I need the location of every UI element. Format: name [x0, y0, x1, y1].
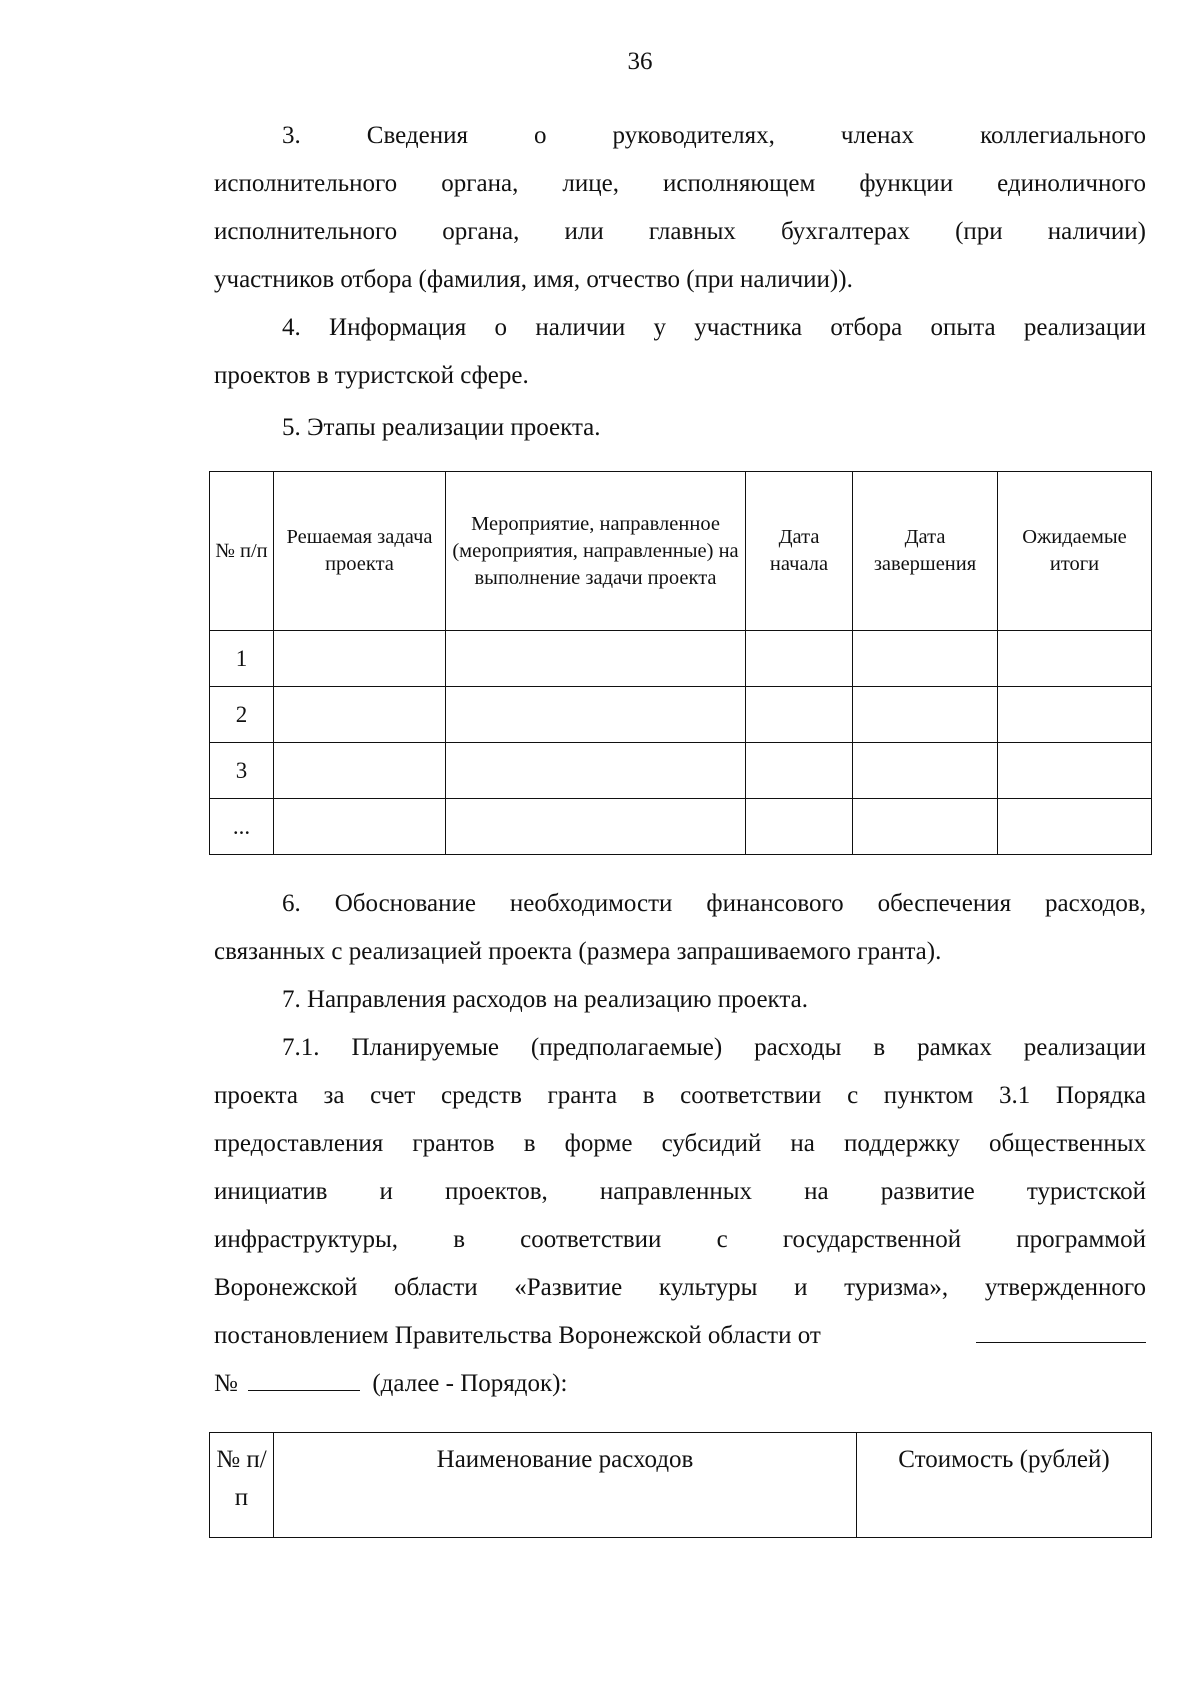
section-7-1-line-1: 7.1. Планируемые (предполагаемые) расходы в рамках реализации [282, 1034, 1146, 1061]
row-number: ... [210, 799, 274, 855]
stages-header-start-date: Дата начала [746, 472, 853, 631]
section-7-1-line-2: проекта за счет средств гранта в соответствии с пунктом 3.1 Порядка [214, 1082, 1146, 1109]
stages-header-activity: Мероприятие, направленное (мероприятия, направленные) на выполнение задачи проекта [446, 472, 746, 631]
section-7-1-line-6: Воронежской области «Развитие культуры и туризма», утвержденного [214, 1274, 1146, 1301]
stages-table-header-row [210, 472, 1152, 631]
section-3-paragraph [214, 112, 1146, 304]
section-4-paragraph [214, 304, 1146, 400]
section-6-line-2: связанных с реализацией проекта (размера запрашиваемого гранта). [214, 938, 942, 965]
table-cell [446, 631, 746, 687]
expenses-table-header-row [210, 1433, 1152, 1538]
table-cell [274, 687, 446, 743]
stages-header-task: Решаемая задача проекта [274, 472, 446, 631]
section-3-line-3: исполнительного органа, или главных бухгалтерах (при наличии) [214, 218, 1146, 245]
section-7-1-line-7-text: постановлением Правительства Воронежской области от [214, 1322, 821, 1349]
section-7-1-line-4: инициатив и проектов, направленных на развитие туристской [214, 1178, 1146, 1205]
table-cell [746, 631, 853, 687]
table-cell [746, 687, 853, 743]
expenses-table [209, 1432, 1152, 1538]
table-cell [446, 743, 746, 799]
table-cell [853, 743, 998, 799]
table-cell [853, 799, 998, 855]
number-blank-field[interactable] [248, 1370, 360, 1391]
table-row [210, 743, 1152, 799]
section-3-line-2: исполнительного органа, лице, исполняющем функции единоличного [214, 170, 1146, 197]
stages-header-end-date: Дата завершения [853, 472, 998, 631]
section-7-heading: 7. Направления расходов на реализацию проекта. [282, 986, 808, 1013]
table-cell [853, 687, 998, 743]
row-number: 1 [210, 631, 274, 687]
table-cell [746, 799, 853, 855]
section-5-heading: 5. Этапы реализации проекта. [282, 414, 601, 441]
table-cell [998, 687, 1152, 743]
row-number: 3 [210, 743, 274, 799]
section-7-1-tail: (далее - Порядок): [372, 1370, 568, 1397]
table-cell [746, 743, 853, 799]
section-6-line-1: 6. Обоснование необходимости финансового обеспечения расходов, [282, 890, 1146, 917]
date-blank-field[interactable] [976, 1322, 1146, 1343]
table-cell [998, 743, 1152, 799]
table-cell [446, 687, 746, 743]
table-cell [853, 631, 998, 687]
number-sign: № [214, 1370, 238, 1397]
expenses-header-number: № п/п [210, 1433, 274, 1538]
section-3-line-4: участников отбора (фамилия, имя, отчество (при наличии)). [214, 266, 853, 293]
table-cell [274, 631, 446, 687]
table-cell [998, 799, 1152, 855]
section-4-line-1: 4. Информация о наличии у участника отбора опыта реализации [282, 314, 1146, 341]
page-number: 36 [627, 48, 653, 75]
stages-table [209, 471, 1152, 855]
expenses-header-cost: Стоимость (рублей) [857, 1433, 1152, 1538]
section-3-line-1: 3. Сведения о руководителях, членах коллегиального [282, 122, 1146, 149]
stages-header-number: № п/п [210, 472, 274, 631]
section-7-1-line-8 [214, 1360, 1146, 1408]
table-cell [446, 799, 746, 855]
section-7-1-line-7 [214, 1312, 1146, 1360]
section-7-1-line-5: инфраструктуры, в соответствии с государственной программой [214, 1226, 1146, 1253]
section-7-1-line-3: предоставления грантов в форме субсидий на поддержку общественных [214, 1130, 1146, 1157]
section-4-line-2: проектов в туристской сфере. [214, 362, 529, 389]
section-6-paragraph [214, 880, 1146, 976]
table-row [210, 799, 1152, 855]
table-cell [274, 743, 446, 799]
expenses-header-name: Наименование расходов [274, 1433, 857, 1538]
table-row [210, 631, 1152, 687]
stages-header-results: Ожидаемые итоги [998, 472, 1152, 631]
table-row [210, 687, 1152, 743]
row-number: 2 [210, 687, 274, 743]
table-cell [274, 799, 446, 855]
table-cell [998, 631, 1152, 687]
section-7-1-paragraph [214, 1024, 1146, 1408]
